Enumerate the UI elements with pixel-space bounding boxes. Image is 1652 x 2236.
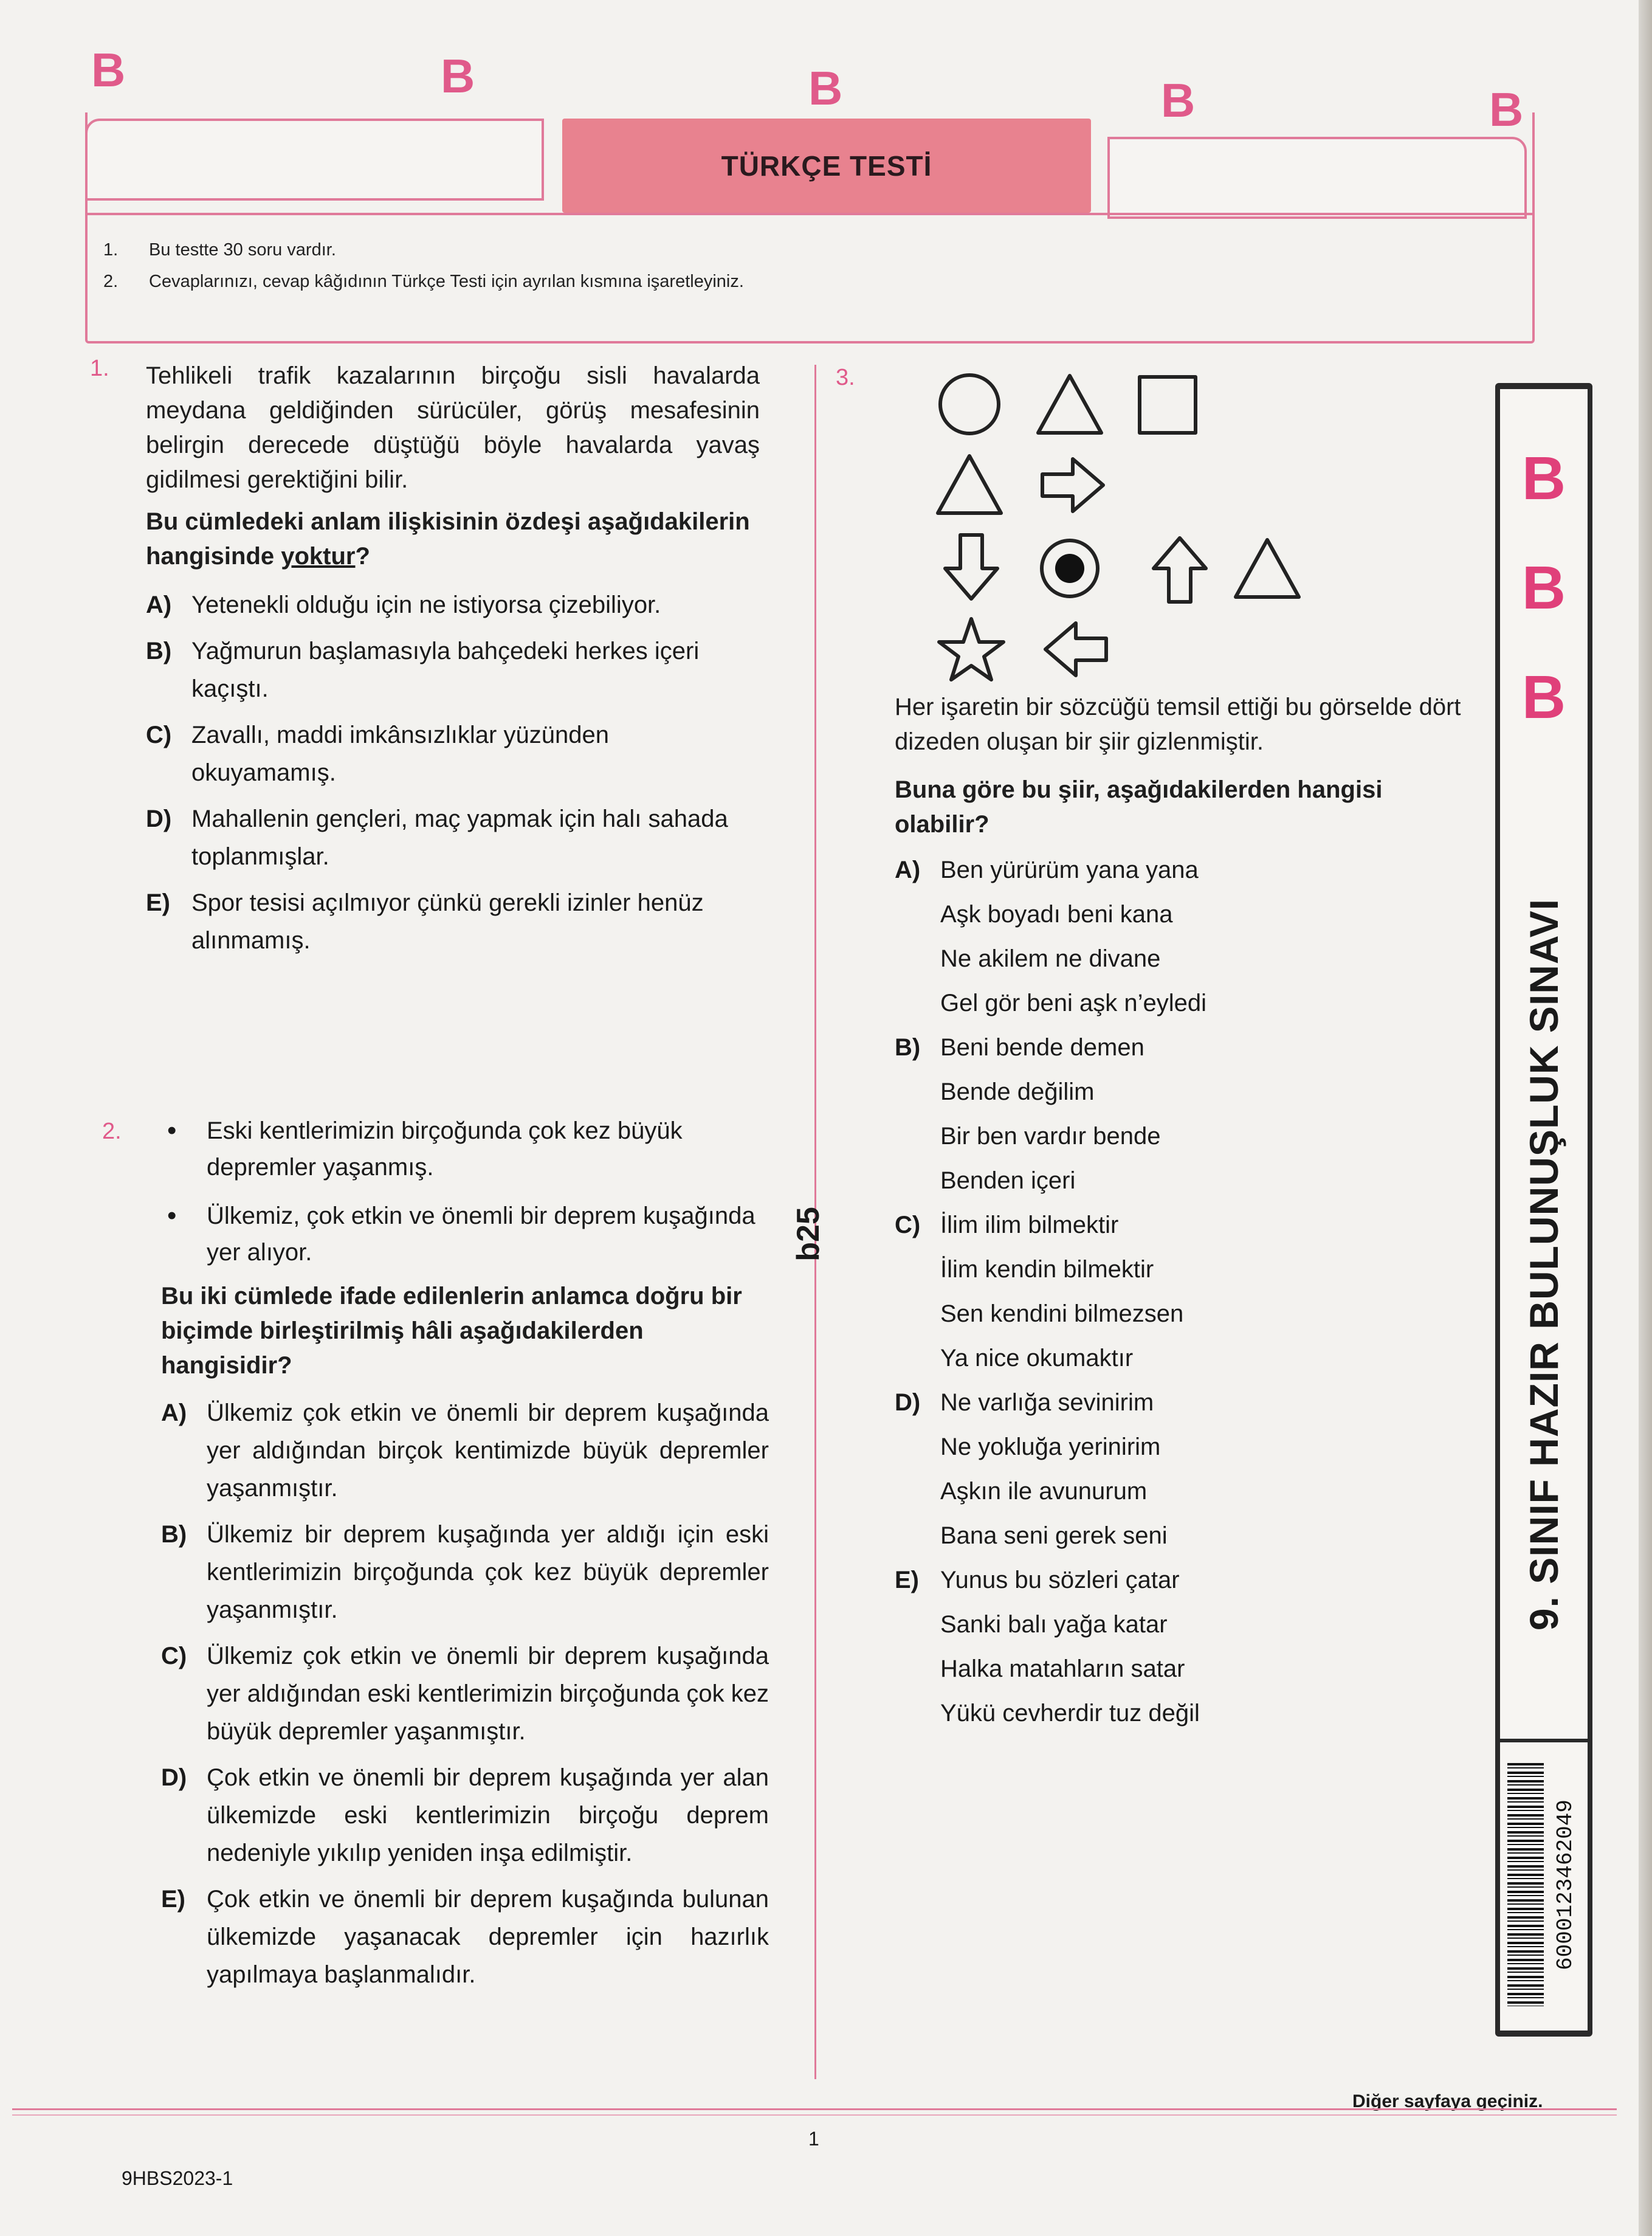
left-arrow-icon	[1045, 623, 1106, 675]
page-number: 1	[808, 2128, 819, 2150]
q2-option-e[interactable]: E) Çok etkin ve önemli bir deprem kuşağında bulunan ülkemizde yaşanacak depremler için hazırlık yapılmaya başlanmalıdır.	[161, 1886, 769, 1988]
q3-option-e[interactable]: E) Yunus bu sözleri çatar Sanki balı yağa katar Halka matahların satar Yükü cevherdir tuz değil	[895, 1567, 1200, 1727]
exam-name: 9. SINIF HAZIR BULUNUŞLUK SINAVI	[1521, 898, 1566, 1631]
question-1-stem: Tehlikeli trafik kazalarının birçoğu sisli havalarda meydana geldiğinden sürücüler, görüş mesafesinin belirgin derecede düştüğü böyle havalarda yavaş gidilmesi gerektiğini bilir.	[146, 362, 760, 493]
footer-line-inner	[12, 2114, 1617, 2116]
right-arrow-icon	[1042, 459, 1103, 511]
sidebar-booklet-letter-2: B	[1521, 554, 1566, 622]
booklet-letter-2: B	[441, 49, 475, 103]
symbol-poem-figure	[930, 359, 1355, 687]
question-3-prompt: Buna göre bu şiir, aşağıdakilerden hangisi olabilir?	[895, 776, 1383, 838]
header-right-box	[1107, 137, 1527, 219]
barcode-number: 6000123462049	[1552, 1799, 1578, 1970]
booklet-letter-5: B	[1489, 83, 1524, 136]
up-arrow-icon	[1154, 538, 1206, 602]
q1-option-b[interactable]: B) Yağmurun başlamasıyla bahçedeki herkes içeri kaçıştı.	[146, 638, 700, 702]
booklet-letter-3: B	[808, 61, 843, 115]
booklet-letter-4: B	[1161, 74, 1196, 127]
sidebar-booklet-letter-1: B	[1521, 444, 1566, 512]
q3-option-a[interactable]: A) Ben yürürüm yana yana Aşk boyadı beni kana Ne akilem ne divane Gel gör beni aşk n’eyledi	[895, 857, 1207, 1016]
down-arrow-icon	[945, 535, 997, 599]
q1-option-c[interactable]: C) Zavallı, maddi imkânsızlıklar yüzünden okuyamamış.	[146, 722, 609, 786]
question-2-prompt: Bu iki cümlede ifade edilenlerin anlamca doğru bir biçimde birleştirilmiş hâli aşağıdakilerden hangisidir?	[161, 1283, 742, 1379]
q3-option-c[interactable]: C) İlim ilim bilmektir İlim kendin bilmektir Sen kendini bilmezsen Ya nice okumaktır	[895, 1212, 1184, 1372]
question-1	[146, 359, 760, 959]
q3-option-b[interactable]: B) Beni bende demen Bende değilim Bir ben vardır bende Benden içeri	[895, 1034, 1161, 1194]
question-3-stem: Her işaretin bir sözcüğü temsil ettiği bu görselde dört dizeden oluşan bir şiir gizlenmiştir.	[895, 694, 1461, 755]
instructions	[103, 234, 954, 297]
publisher-logo: b25	[791, 1207, 827, 1261]
triangle-icon	[1236, 540, 1299, 597]
header-left-box	[85, 119, 544, 201]
circle-icon	[940, 375, 999, 433]
q1-option-a[interactable]: A) Yetenekli olduğu için ne istiyorsa çizebiliyor.	[146, 592, 661, 618]
instruction-item: 1. Bu testte 30 soru vardır.	[103, 240, 336, 260]
test-title: TÜRKÇE TESTİ	[721, 150, 932, 182]
question-2	[161, 1113, 769, 1993]
instruction-item: 2. Cevaplarınızı, cevap kâğıdının Türkçe Testi için ayrılan kısmına işaretleyiniz.	[103, 272, 744, 291]
triangle-icon	[938, 456, 1001, 513]
question-1-prompt: Bu cümledeki anlam ilişkisinin özdeşi aşağıdakilerin hangisinde yoktur?	[146, 508, 750, 570]
booklet-letter-1: B	[91, 43, 126, 97]
q2-option-b[interactable]: B) Ülkemiz bir deprem kuşağında yer aldığı için eski kentlerimizin birçoğunda çok kez büyük depremler yaşanmıştır.	[161, 1521, 769, 1623]
q2-option-d[interactable]: D) Çok etkin ve önemli bir deprem kuşağında yer alan ülkemizde eski kentlerimizin birçoğu deprem nedeniyle yıkılıp yeniden inşa edilmiştir.	[161, 1764, 769, 1866]
q3-option-d[interactable]: D) Ne varlığa sevinirim Ne yokluğa yerinirim Aşkın ile avunurum Bana seni gerek seni	[895, 1389, 1168, 1549]
next-page-note: Diğer sayfaya geçiniz.	[1352, 2091, 1543, 2111]
booklet-code: 9HBS2023-1	[122, 2167, 233, 2189]
barcode	[1507, 1763, 1544, 2006]
q2-statement-2: • Ülkemiz, çok etkin ve önemli bir deprem kuşağında yer alıyor.	[161, 1198, 769, 1271]
triangle-icon	[1038, 376, 1101, 433]
q2-option-a[interactable]: A) Ülkemiz çok etkin ve önemli bir deprem kuşağında yer aldığından birçok kentimizde büyük depremler yaşanmıştır.	[161, 1399, 769, 1502]
q1-option-e[interactable]: E) Spor tesisi açılmıyor çünkü gerekli izinler henüz alınmamış.	[146, 889, 704, 954]
question-3	[895, 690, 1478, 1736]
page-edge	[1639, 0, 1652, 2236]
q1-option-d[interactable]: D) Mahallenin gençleri, maç yapmak için halı sahada toplanmışlar.	[146, 806, 728, 870]
star-icon	[939, 619, 1003, 680]
question-1-number: 1.	[90, 356, 109, 381]
q2-statement-1: • Eski kentlerimizin birçoğunda çok kez büyük depremler yaşanmış.	[161, 1113, 769, 1185]
question-2-number: 2.	[102, 1119, 122, 1144]
sidebar-booklet-letter-3: B	[1521, 663, 1566, 731]
header-divider	[85, 213, 1535, 215]
q2-option-c[interactable]: C) Ülkemiz çok etkin ve önemli bir deprem kuşağında yer aldığından eski kentlerimizin birçoğunda çok kez büyük depremler yaşanmıştır.	[161, 1643, 769, 1745]
question-3-number: 3.	[836, 365, 855, 390]
square-icon	[1140, 377, 1196, 433]
test-title-banner	[562, 119, 1091, 213]
footer-line	[12, 2108, 1617, 2110]
